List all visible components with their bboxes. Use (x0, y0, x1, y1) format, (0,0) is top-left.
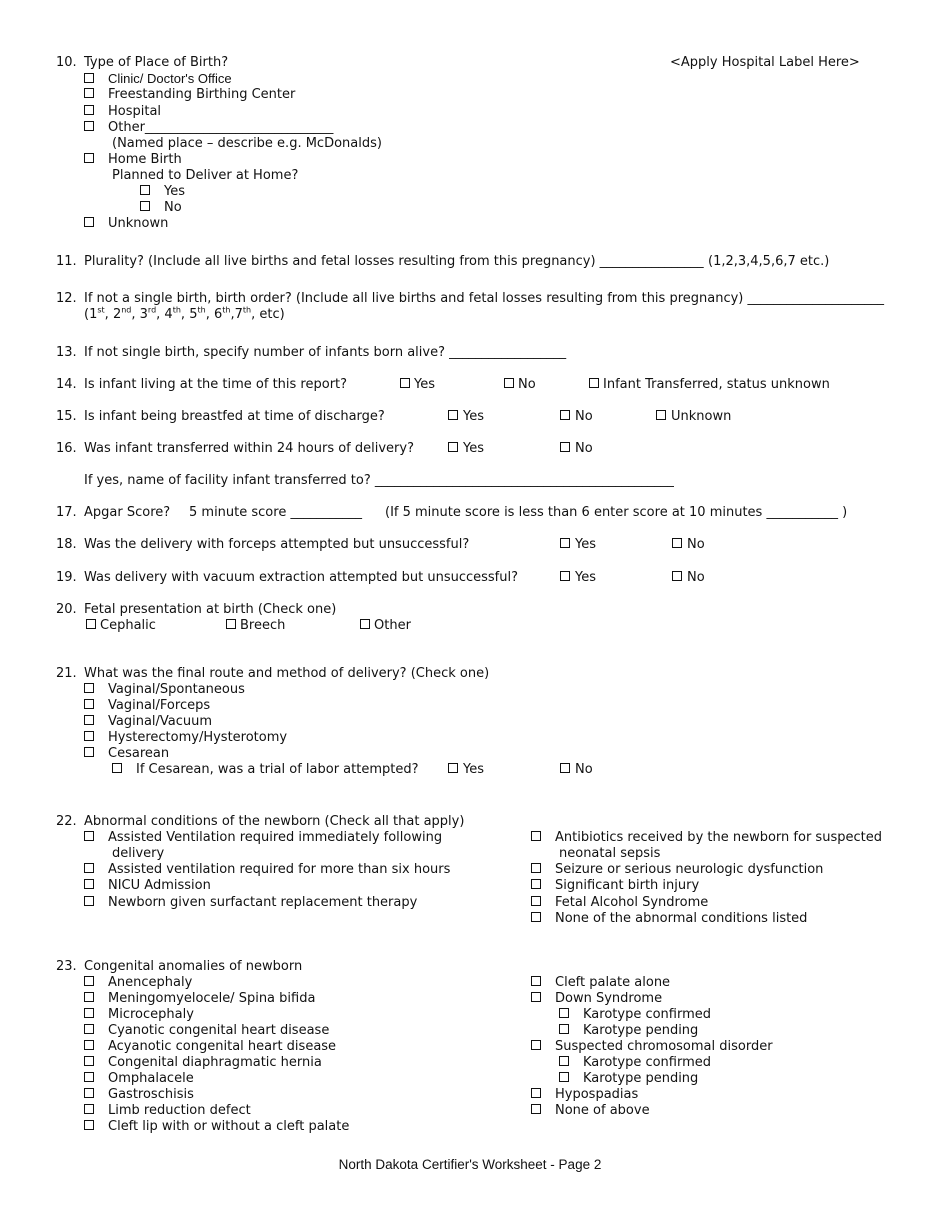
checkbox[interactable] (559, 1024, 569, 1034)
checkbox[interactable] (84, 73, 94, 83)
checkbox[interactable] (360, 619, 370, 629)
q21-question: What was the final route and method of delivery? (Check one) (84, 666, 490, 681)
checkbox[interactable] (84, 731, 94, 741)
q21-trial-of-labor[interactable]: If Cesarean, was a trial of labor attempted? (112, 762, 419, 778)
q16-facility-followup[interactable]: If yes, name of facility infant transferred to? ______________________________________________ (84, 473, 674, 488)
q19-number: 19. (56, 570, 77, 585)
checkbox[interactable] (84, 747, 94, 757)
q16-no[interactable]: No (560, 441, 593, 457)
q18-yes[interactable]: Yes (560, 537, 596, 553)
checkbox[interactable] (531, 1088, 541, 1098)
q23-right-item[interactable]: Cleft palate alone (531, 975, 670, 991)
q23-left-item[interactable]: Acyanotic congenital heart disease (84, 1039, 336, 1055)
q22-number: 22. (56, 814, 77, 829)
q22-birth-injury[interactable]: Significant birth injury (531, 878, 699, 894)
q15-no[interactable]: No (560, 409, 593, 425)
q15-unknown[interactable]: Unknown (656, 409, 731, 425)
option-label: Yes (164, 184, 185, 199)
q13-question: If not single birth, specify number of infants born alive? __________________ (84, 345, 567, 360)
checkbox[interactable] (84, 863, 94, 873)
checkbox[interactable] (672, 571, 682, 581)
q22-antibiotics[interactable]: Antibiotics received by the newborn for suspected (531, 830, 882, 846)
checkbox[interactable] (531, 896, 541, 906)
q15-question: Is infant being breastfed at time of discharge? (84, 409, 385, 424)
checkbox[interactable] (560, 442, 570, 452)
q10-option-other[interactable] (84, 120, 333, 136)
q22-assisted-ventilation-immediate[interactable]: Assisted Ventilation required immediately following (84, 830, 442, 846)
checkbox[interactable] (84, 1024, 94, 1034)
checkbox[interactable] (84, 699, 94, 709)
checkbox[interactable] (531, 992, 541, 1002)
checkbox[interactable] (84, 105, 94, 115)
q23-chromosomal-disorder[interactable]: Suspected chromosomal disorder (531, 1039, 773, 1055)
q22-antibiotics-cont: neonatal sepsis (559, 846, 661, 861)
q21-option-cesarean[interactable]: Cesarean (84, 746, 169, 762)
option-label: No (164, 200, 182, 215)
q23-left-item[interactable]: Cyanotic congenital heart disease (84, 1023, 329, 1039)
q14-transferred[interactable]: Infant Transferred, status unknown (589, 377, 830, 393)
q17-ten-minute-score[interactable]: (If 5 minute score is less than 6 enter score at 10 minutes ___________ ) (385, 505, 848, 520)
checkbox[interactable] (448, 410, 458, 420)
q18-question: Was the delivery with forceps attempted but unsuccessful? (84, 537, 470, 552)
q13-number: 13. (56, 345, 77, 360)
checkbox[interactable] (531, 912, 541, 922)
q23-left-item[interactable]: Microcephaly (84, 1007, 194, 1023)
q23-left-item[interactable]: Gastroschisis (84, 1087, 194, 1103)
q21-trial-yes[interactable]: Yes (448, 762, 484, 778)
q23-hypospadias[interactable]: Hypospadias (531, 1087, 638, 1103)
checkbox[interactable] (672, 538, 682, 548)
option-label: Other_____________________________ (108, 120, 334, 135)
q11-question: Plurality? (Include all live births and fetal losses resulting from this pregnancy) ________________ (84, 254, 704, 269)
q20-question: Fetal presentation at birth (Check one) (84, 602, 337, 617)
checkbox[interactable] (84, 217, 94, 227)
q18-no[interactable]: No (672, 537, 705, 553)
checkbox[interactable] (560, 538, 570, 548)
q10-option-freestanding[interactable] (84, 87, 295, 103)
checkbox[interactable] (448, 442, 458, 452)
checkbox[interactable] (84, 1008, 94, 1018)
q10-home-yes[interactable] (140, 184, 185, 200)
q19-no[interactable]: No (672, 570, 705, 586)
option-label: Home Birth (108, 152, 182, 167)
q23-down-syndrome[interactable]: Down Syndrome (531, 991, 662, 1007)
q16-yes[interactable]: Yes (448, 441, 484, 457)
q23-left-item[interactable]: Limb reduction defect (84, 1103, 251, 1119)
option-label: Freestanding Birthing Center (108, 87, 296, 102)
q23-left-item[interactable]: Congenital diaphragmatic hernia (84, 1055, 322, 1071)
q17-question: Apgar Score? (84, 505, 171, 520)
checkbox[interactable] (531, 1104, 541, 1114)
checkbox[interactable] (448, 763, 458, 773)
checkbox[interactable] (84, 121, 94, 131)
q14-number: 14. (56, 377, 77, 392)
option-label: Hospital (108, 104, 162, 119)
checkbox[interactable] (560, 763, 570, 773)
q10-home-no[interactable] (140, 200, 182, 216)
checkbox[interactable] (84, 896, 94, 906)
checkbox[interactable] (84, 1040, 94, 1050)
checkbox[interactable] (84, 1104, 94, 1114)
checkbox[interactable] (84, 1120, 94, 1130)
q22-assisted-ventilation-six-hours[interactable]: Assisted ventilation required for more than six hours (84, 862, 450, 878)
checkbox[interactable] (84, 715, 94, 725)
checkbox[interactable] (84, 879, 94, 889)
checkbox[interactable] (560, 410, 570, 420)
q14-no[interactable]: No (504, 377, 536, 393)
checkbox[interactable] (531, 863, 541, 873)
q10-number: 10. (56, 55, 77, 70)
q10-home-question: Planned to Deliver at Home? (112, 168, 299, 183)
q20-other[interactable]: Other (360, 618, 411, 634)
checkbox[interactable] (531, 1040, 541, 1050)
checkbox[interactable] (84, 976, 94, 986)
checkbox[interactable] (84, 1072, 94, 1082)
checkbox[interactable] (84, 1088, 94, 1098)
checkbox[interactable] (84, 1056, 94, 1066)
q21-option[interactable]: Vaginal/Vacuum (84, 714, 212, 730)
q23-chrom-karotype-pending[interactable]: Karotype pending (559, 1071, 698, 1087)
q19-yes[interactable]: Yes (560, 570, 596, 586)
q10-option-unknown[interactable] (84, 216, 168, 232)
q10-question: Type of Place of Birth? (84, 55, 229, 70)
page-footer: North Dakota Certifier's Worksheet - Page 2 (338, 1157, 602, 1172)
q22-assisted-ventilation-immediate-cont: delivery (112, 846, 165, 861)
q21-option[interactable]: Vaginal/Forceps (84, 698, 210, 714)
q20-breech[interactable]: Breech (226, 618, 285, 634)
q19-question: Was delivery with vacuum extraction attempted but unsuccessful? (84, 570, 519, 585)
q14-question: Is infant living at the time of this report? (84, 377, 348, 392)
q23-left-item[interactable]: Cleft lip with or without a cleft palate (84, 1119, 349, 1135)
checkbox[interactable] (226, 619, 236, 629)
checkbox[interactable] (531, 879, 541, 889)
q22-nicu-admission[interactable]: NICU Admission (84, 878, 211, 894)
checkbox[interactable] (531, 976, 541, 986)
q22-fetal-alcohol[interactable]: Fetal Alcohol Syndrome (531, 895, 708, 911)
checkbox[interactable] (559, 1056, 569, 1066)
q15-yes[interactable]: Yes (448, 409, 484, 425)
q11-hint: (1,2,3,4,5,6,7 etc.) (708, 254, 830, 269)
q23-number: 23. (56, 959, 77, 974)
q20-cephalic[interactable]: Cephalic (86, 618, 156, 634)
q18-number: 18. (56, 537, 77, 552)
checkbox[interactable] (400, 378, 410, 388)
q10-other-note: (Named place – describe e.g. McDonalds) (112, 136, 382, 151)
q17-number: 17. (56, 505, 77, 520)
q10-option-hospital[interactable] (84, 104, 161, 120)
q21-option[interactable]: Hysterectomy/Hysterotomy (84, 730, 287, 746)
q11-number: 11. (56, 254, 77, 269)
option-label: Unknown (108, 216, 169, 231)
option-label: Clinic/ Doctor's Office (108, 71, 232, 86)
q23-left-item[interactable]: Omphalacele (84, 1071, 194, 1087)
q10-option-home-birth[interactable] (84, 152, 182, 168)
q20-number: 20. (56, 602, 77, 617)
q22-none[interactable]: None of the abnormal conditions listed (531, 911, 807, 927)
q14-yes[interactable]: Yes (400, 377, 435, 393)
checkbox[interactable] (140, 201, 150, 211)
q23-down-karotype-confirmed[interactable]: Karotype confirmed (559, 1007, 711, 1023)
q22-surfactant[interactable]: Newborn given surfactant replacement therapy (84, 895, 417, 911)
checkbox[interactable] (84, 831, 94, 841)
q10-option-clinic[interactable] (84, 71, 232, 88)
checkbox[interactable] (559, 1072, 569, 1082)
checkbox[interactable] (84, 992, 94, 1002)
q12-question: If not a single birth, birth order? (Include all live births and fetal losses resulting from this pregnancy) _____________________ (84, 291, 885, 306)
checkbox[interactable] (112, 763, 122, 773)
q12-order-examples: (1st, 2nd, 3rd, 4th, 5th, 6th,7th, etc) (84, 305, 285, 322)
checkbox[interactable] (140, 185, 150, 195)
q17-five-minute-score[interactable]: 5 minute score ___________ (189, 505, 362, 520)
hospital-label-placeholder: <Apply Hospital Label Here> (670, 55, 860, 70)
checkbox[interactable] (589, 378, 599, 388)
checkbox[interactable] (531, 831, 541, 841)
checkbox[interactable] (86, 619, 96, 629)
q12-number: 12. (56, 291, 77, 306)
checkbox[interactable] (656, 410, 666, 420)
checkbox[interactable] (559, 1008, 569, 1018)
q23-left-item[interactable]: Anencephaly (84, 975, 192, 991)
q23-question: Congenital anomalies of newborn (84, 959, 303, 974)
checkbox[interactable] (84, 153, 94, 163)
q23-none[interactable]: None of above (531, 1103, 650, 1119)
q15-number: 15. (56, 409, 77, 424)
q22-question: Abnormal conditions of the newborn (Check all that apply) (84, 814, 465, 829)
checkbox[interactable] (504, 378, 514, 388)
checkbox[interactable] (84, 683, 94, 693)
q16-question: Was infant transferred within 24 hours of delivery? (84, 441, 414, 456)
checkbox[interactable] (560, 571, 570, 581)
q23-down-karotype-pending[interactable]: Karotype pending (559, 1023, 698, 1039)
q23-chrom-karotype-confirmed[interactable]: Karotype confirmed (559, 1055, 711, 1071)
q21-option[interactable]: Vaginal/Spontaneous (84, 682, 245, 698)
q21-number: 21. (56, 666, 77, 681)
q16-number: 16. (56, 441, 77, 456)
q21-trial-no[interactable]: No (560, 762, 593, 778)
q23-left-item[interactable]: Meningomyelocele/ Spina bifida (84, 991, 315, 1007)
q22-seizure[interactable]: Seizure or serious neurologic dysfunction (531, 862, 823, 878)
checkbox[interactable] (84, 88, 94, 98)
